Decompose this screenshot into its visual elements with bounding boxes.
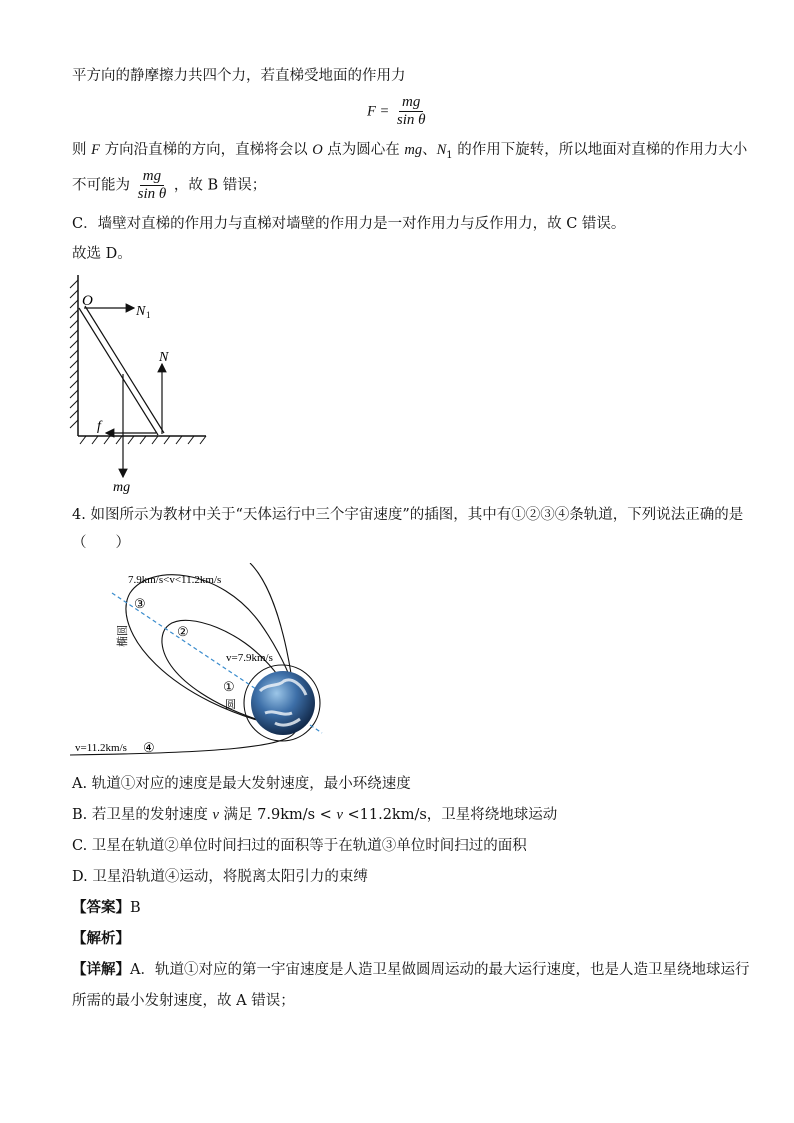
var-mg: mg [404, 142, 423, 158]
text: 则 [72, 142, 92, 158]
text: 不可能为 [72, 177, 130, 194]
formula-numerator: mg [399, 94, 423, 112]
label-velocity-range: 7.9km/s<v<11.2km/s [128, 574, 222, 586]
label-v-11.2: v=11.2km/s [75, 742, 127, 754]
question-4-paren: （ ） [72, 535, 130, 551]
para3-fraction [135, 168, 170, 203]
text: 点为圆心在 [322, 142, 405, 158]
orbit-figure [70, 563, 340, 763]
question-4-stem: 4. 如图所示为教材中关于“天体运行中三个宇宙速度”的插图，其中有①②③④条轨道，下列说法正确的是 [72, 507, 744, 523]
formula-F [367, 94, 429, 129]
text: <11.2km/s，卫星将绕地球运动 [342, 807, 558, 823]
answer-label: 【答案】 [72, 899, 130, 916]
label-O: O [82, 293, 93, 309]
label-v-7.9: v=7.9km/s [226, 652, 273, 664]
answer [72, 898, 141, 918]
ladder [79, 306, 164, 435]
detail-line-1 [72, 960, 749, 980]
formula-fraction [394, 94, 429, 129]
label-orbit-1: ① [223, 679, 235, 694]
label-orbit-2: ② [177, 624, 189, 639]
var-v: v [212, 807, 219, 823]
detail-line-2: 所需的最小发射速度，故 A 错误； [72, 993, 295, 1009]
para-1: 平方向的静摩擦力共四个力，若直梯受地面的作用力 [72, 68, 406, 84]
label-orbit-4: ④ [143, 740, 155, 755]
text: 方向沿直梯的方向，直梯将会以 [99, 142, 313, 158]
label-orbit-3: ③ [134, 596, 146, 611]
label-N1: N [136, 304, 146, 319]
text: 、 [422, 142, 437, 158]
answer-value: B [130, 900, 141, 916]
para-5: 故选 D。 [72, 246, 132, 262]
var-v: v [336, 807, 343, 823]
detail-text: A．轨道①对应的第一宇宙速度是人造卫星做圆周运动的最大运行速度，也是人造卫星绕地球运行 [130, 962, 750, 978]
para-3 [72, 168, 266, 203]
wall [70, 275, 78, 436]
detail-label: 【详解】 [72, 961, 130, 978]
var-N1: N [436, 142, 447, 158]
subscript: 1 [446, 149, 453, 161]
var-F: F [91, 142, 100, 158]
label-N1-sub: 1 [146, 310, 151, 320]
fraction-numerator: mg [140, 168, 164, 186]
text: 的作用下旋转，所以地面对直梯的作用力大小 [452, 142, 748, 158]
label-mg: mg [113, 480, 131, 495]
para-2 [72, 140, 747, 166]
var-O: O [312, 142, 323, 158]
label-ellipse: 椭圆 [117, 625, 129, 647]
text: 满足 7.9km/s < [218, 807, 337, 823]
ladder-figure [66, 270, 216, 495]
para-4: C．墙壁对直梯的作用力与直梯对墙壁的作用力是一对作用力与反作用力，故 C 错误。 [72, 216, 626, 232]
label-f: f [97, 419, 101, 434]
option-b [72, 805, 557, 825]
analysis-label: 【解析】 [72, 930, 130, 947]
text: ，故 B 错误； [173, 177, 267, 194]
label-circle: 圆 [225, 699, 236, 711]
option-c: C. 卫星在轨道②单位时间扫过的面积等于在轨道③单位时间扫过的面积 [72, 838, 527, 854]
formula-denominator: sin θ [396, 112, 426, 128]
option-d: D. 卫星沿轨道④运动，将脱离太阳引力的束缚 [72, 869, 368, 885]
label-N: N [159, 350, 169, 365]
ground [78, 436, 206, 444]
text: B. 若卫星的发射速度 [72, 807, 213, 823]
option-a: A. 轨道①对应的速度是最大发射速度，最小环绕速度 [72, 776, 411, 792]
fraction-denominator: sin θ [137, 186, 167, 202]
formula-lhs: F = [367, 103, 390, 120]
